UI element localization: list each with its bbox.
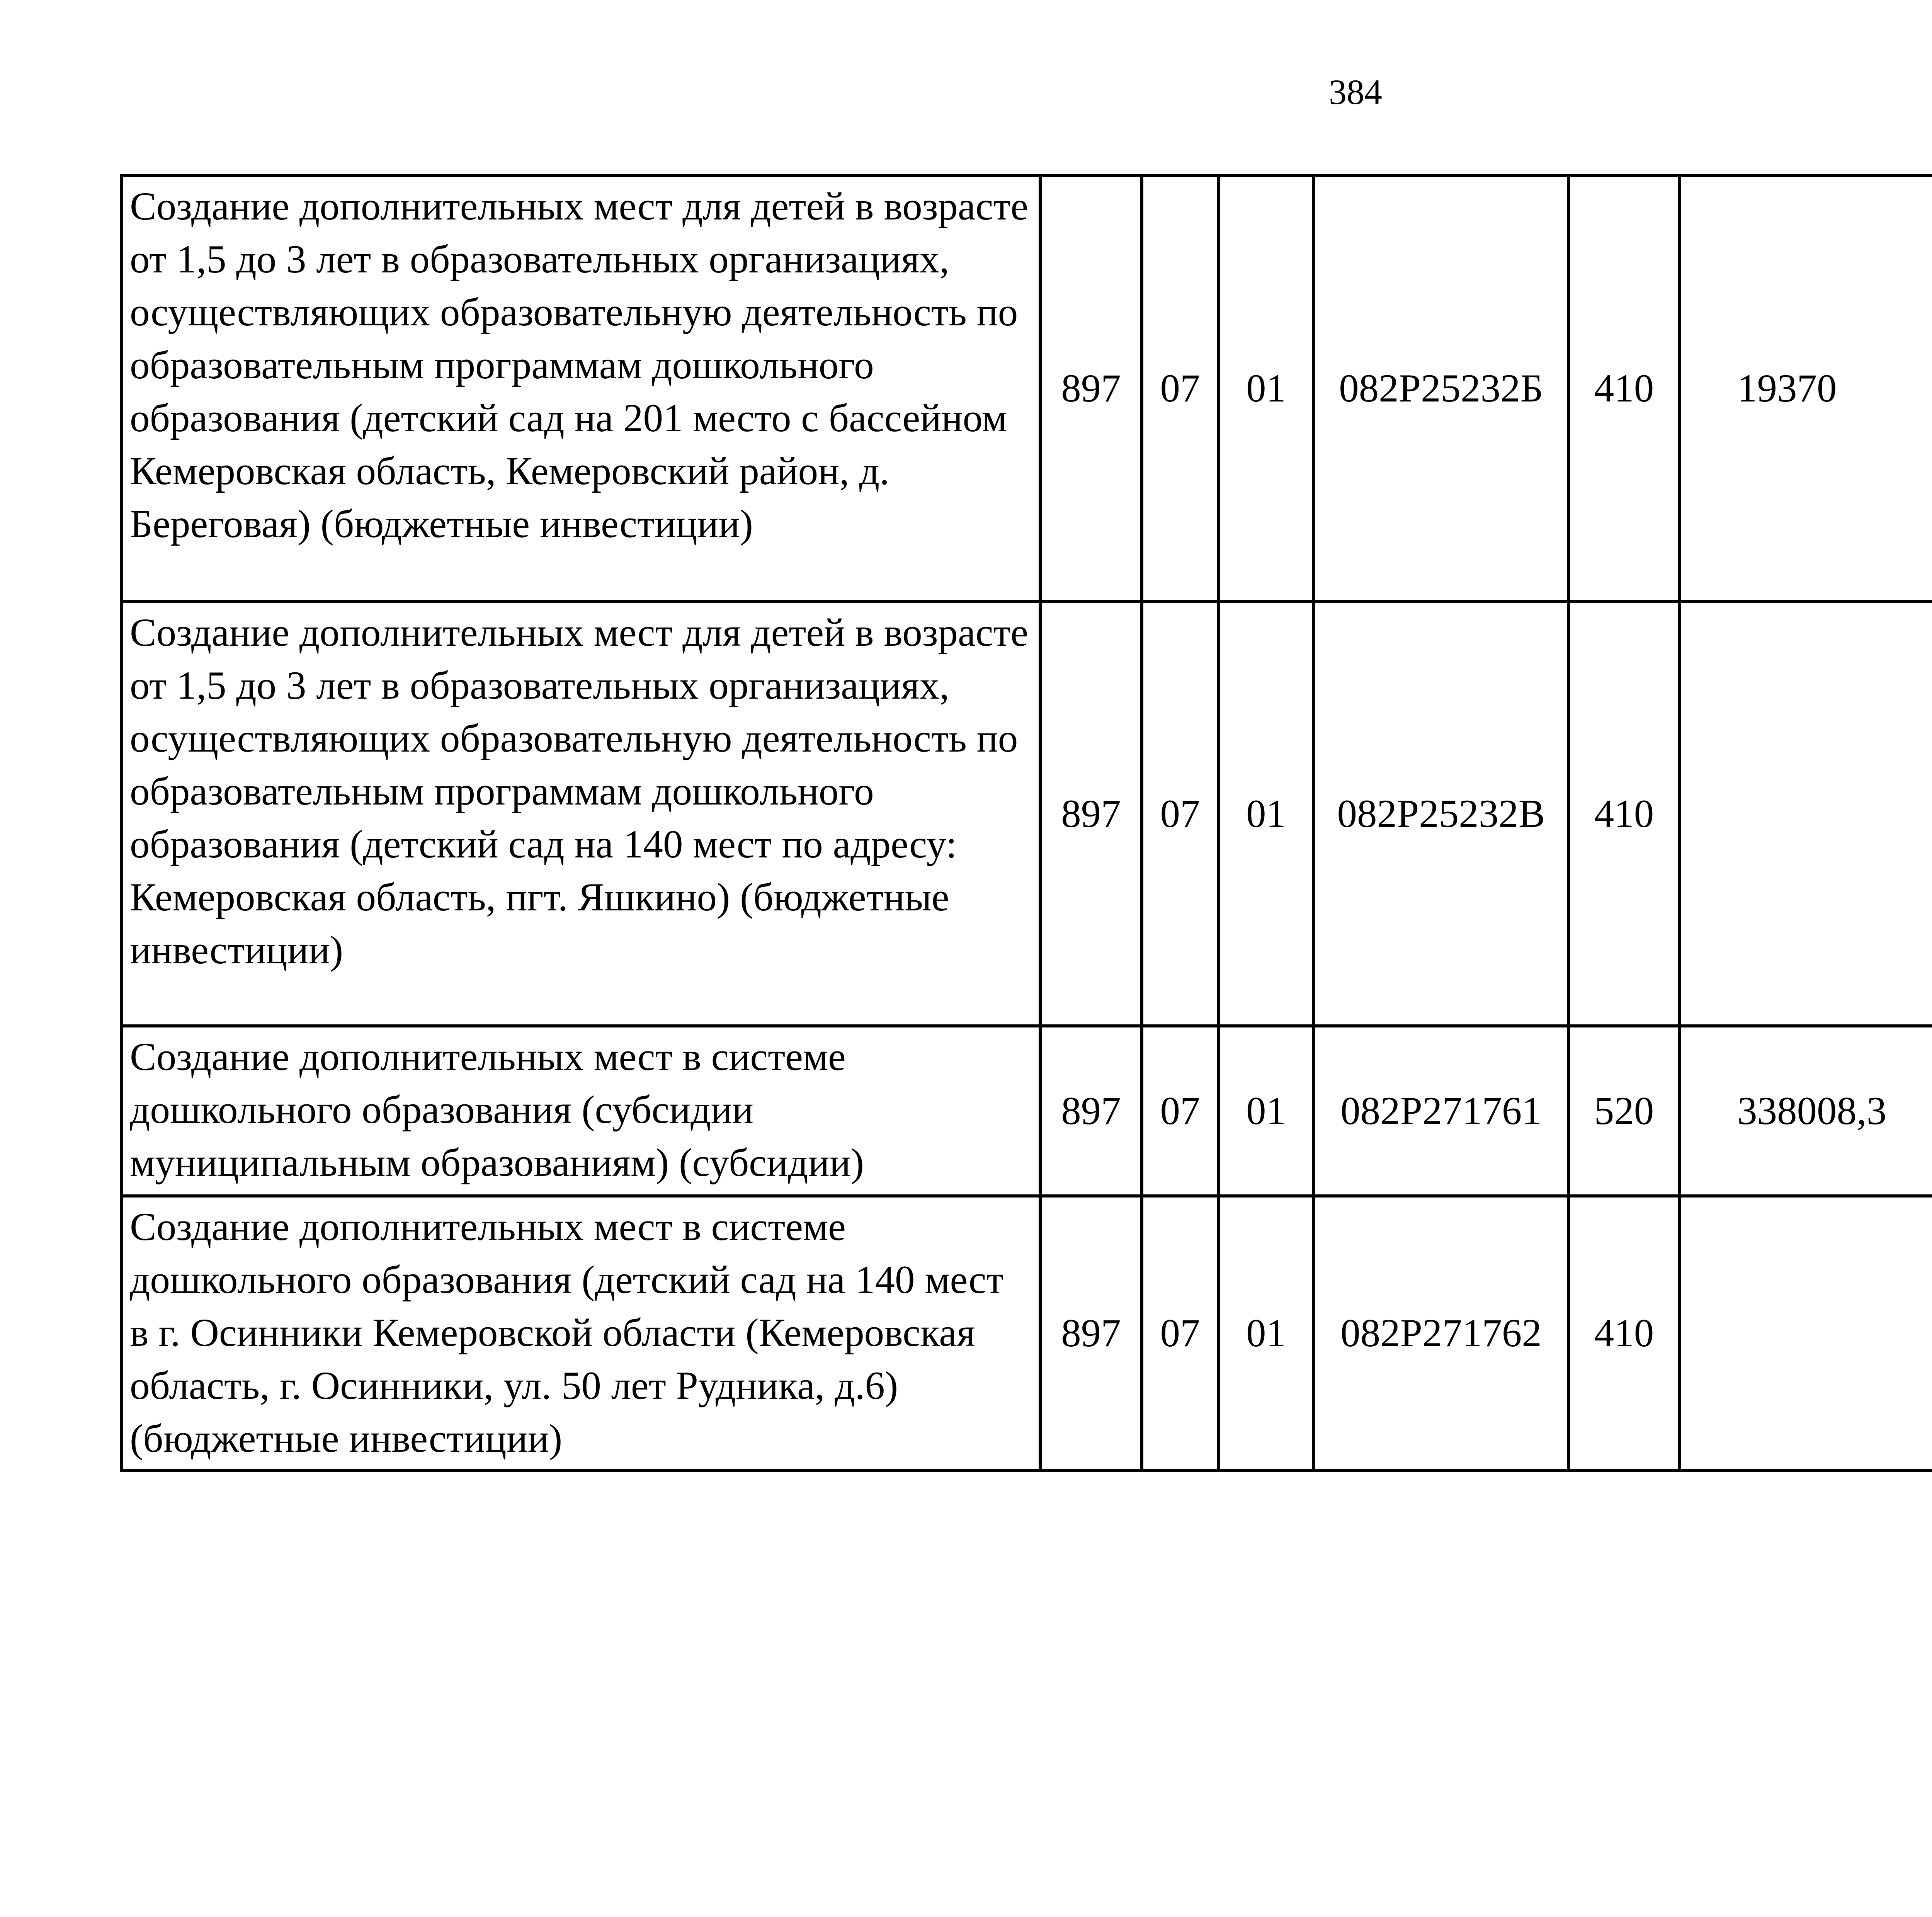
- year1-amount-cell: 19370: [1680, 175, 1932, 602]
- section-code-cell: 07: [1142, 1026, 1218, 1196]
- expense-type-cell: 410: [1568, 1196, 1680, 1470]
- subsection-code-cell: 01: [1218, 602, 1314, 1026]
- section-code-cell: 07: [1142, 1196, 1218, 1470]
- section-code-cell: 07: [1142, 175, 1218, 602]
- target-article-cell: 082P271761: [1314, 1026, 1568, 1196]
- ministry-code-cell: 897: [1040, 1196, 1142, 1470]
- year1-amount-cell: [1680, 1196, 1932, 1470]
- table-row: [121, 1026, 1932, 1196]
- subsection-code-cell: 01: [1218, 1026, 1314, 1196]
- expense-type-cell: 410: [1568, 175, 1680, 602]
- target-article-cell: 082P271762: [1314, 1196, 1568, 1470]
- table-row: [121, 175, 1932, 602]
- budget-table: [120, 174, 1932, 1472]
- year1-amount-cell: 338008,3: [1680, 1026, 1932, 1196]
- description-cell: Создание дополнительных мест в системе дошкольного образования (субсидии муниципальным образованиям) (субсидии): [121, 1026, 1040, 1196]
- subsection-code-cell: 01: [1218, 1196, 1314, 1470]
- description-cell: Создание дополнительных мест для детей в возрасте от 1,5 до 3 лет в образовательных организациях, осуществляющих образовательную деятельность по образовательным программам дошкольного образования (детский сад на 140 мест по адресу: Кемеровская область, пгт. Яшкино) (бюджетные инвестиции): [121, 602, 1040, 1026]
- ministry-code-cell: 897: [1040, 175, 1142, 602]
- expense-type-cell: 410: [1568, 602, 1680, 1026]
- subsection-code-cell: 01: [1218, 175, 1314, 602]
- target-article-cell: 082P25232Б: [1314, 175, 1568, 602]
- page-number: 384: [1329, 72, 1382, 112]
- table-row: [121, 1196, 1932, 1470]
- year1-amount-cell: [1680, 602, 1932, 1026]
- section-code-cell: 07: [1142, 602, 1218, 1026]
- expense-type-cell: 520: [1568, 1026, 1680, 1196]
- description-cell: Создание дополнительных мест для детей в возрасте от 1,5 до 3 лет в образовательных организациях, осуществляющих образовательную деятельность по образовательным программам дошкольного образования (детский сад на 201 место с бассейном Кемеровская область, Кемеровский район, д. Береговая) (бюджетные инвестиции): [121, 175, 1040, 602]
- description-cell: Создание дополнительных мест в системе дошкольного образования (детский сад на 140 мест в г. Осинники Кемеровской области (Кемеровская область, г. Осинники, ул. 50 лет Рудника, д.6) (бюджетные инвестиции): [121, 1196, 1040, 1470]
- ministry-code-cell: 897: [1040, 1026, 1142, 1196]
- target-article-cell: 082P25232В: [1314, 602, 1568, 1026]
- ministry-code-cell: 897: [1040, 602, 1142, 1026]
- table-row: [121, 602, 1932, 1026]
